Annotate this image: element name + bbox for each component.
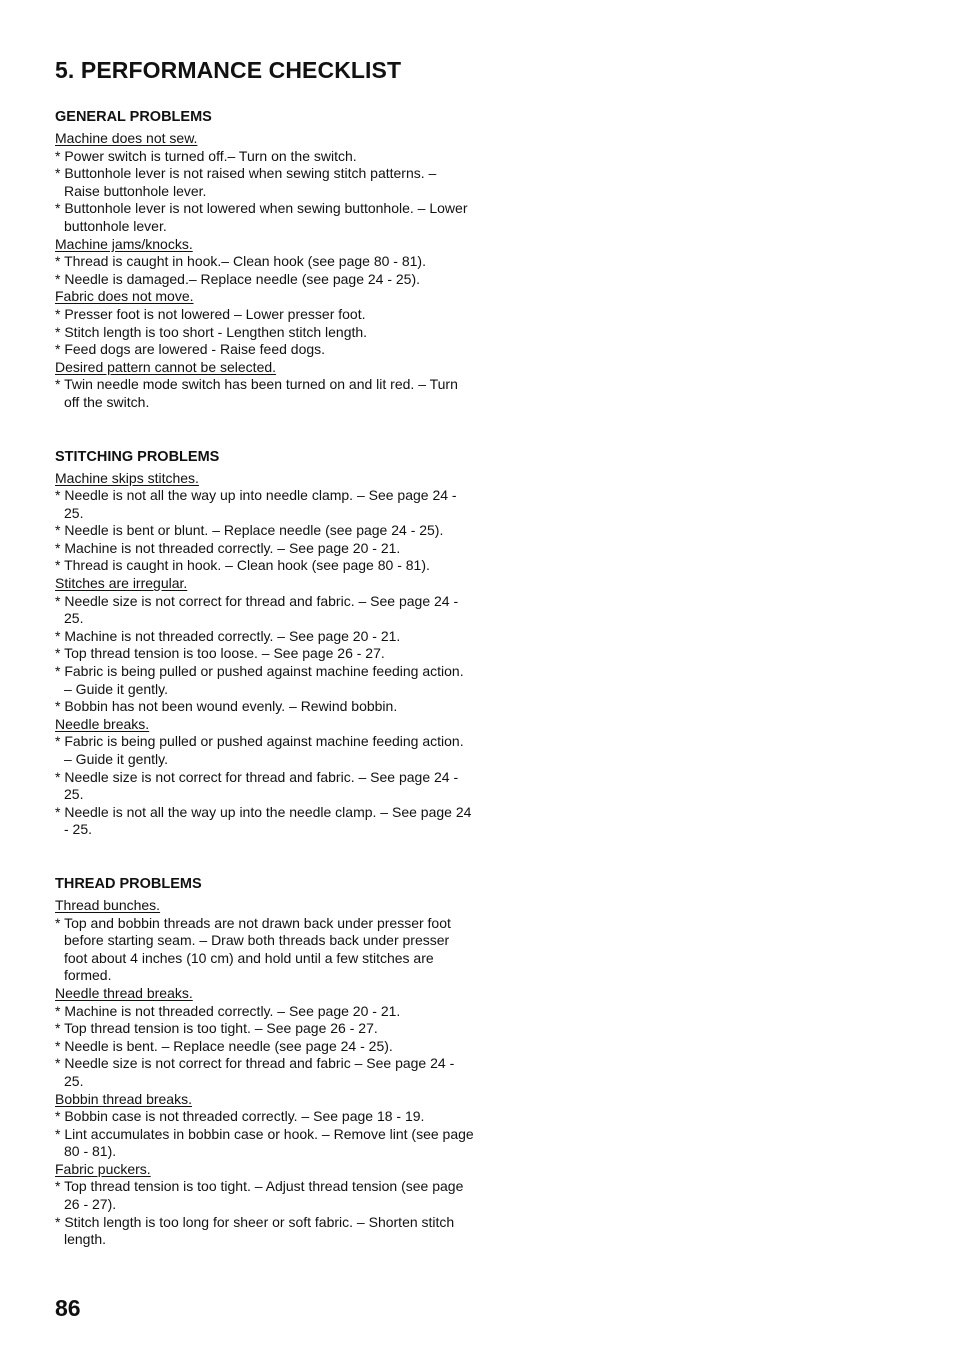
checklist-item: * Top and bobbin threads are not drawn back under presser foot before starting seam. – Draw both threads back under presser foot about 4 inches (10 cm) and hold until a few stitches are formed. xyxy=(55,914,451,984)
problem-section xyxy=(55,875,475,1249)
checklist-item: * Thread is caught in hook.– Clean hook (see page 80 - 81). xyxy=(55,253,426,270)
page-number: 86 xyxy=(55,1295,81,1321)
problem-section xyxy=(55,108,475,412)
checklist-item: * Stitch length is too long for sheer or soft fabric. – Shorten stitch length. xyxy=(55,1213,455,1248)
checklist-item: * Needle is not all the way up into the needle clamp. – See page 24 - 25. xyxy=(55,803,472,838)
checklist-item: * Feed dogs are lowered - Raise feed dogs. xyxy=(55,341,326,358)
checklist-item: * Needle is not all the way up into needle clamp. – See page 24 - 25. xyxy=(55,487,457,521)
checklist-item: * Top thread tension is too tight. – See page 26 - 27. xyxy=(55,1020,378,1037)
page-title: 5. PERFORMANCE CHECKLIST xyxy=(55,57,402,83)
section-heading: THREAD PROBLEMS xyxy=(55,875,202,892)
symptom-title: Machine jams/knocks. xyxy=(55,235,193,252)
section-heading: STITCHING PROBLEMS xyxy=(55,448,220,465)
symptom-title: Needle thread breaks. xyxy=(55,984,193,1001)
checklist-item: * Twin needle mode switch has been turned on and lit red. – Turn off the switch. xyxy=(55,376,458,410)
checklist-item: * Bobbin has not been wound evenly. – Rewind bobbin. xyxy=(55,698,398,715)
checklist-item: * Machine is not threaded correctly. – See page 20 - 21. xyxy=(55,539,401,556)
checklist-item: * Needle size is not correct for thread and fabric – See page 24 - 25. xyxy=(55,1055,455,1089)
checklist-item: * Bobbin case is not threaded correctly. – See page 18 - 19. xyxy=(55,1108,425,1125)
checklist-item: * Buttonhole lever is not raised when sewing stitch patterns. – Raise buttonhole lever. xyxy=(55,165,437,199)
checklist-item: * Needle is bent. – Replace needle (see page 24 - 25). xyxy=(55,1037,393,1054)
checklist-item: * Power switch is turned off.– Turn on the switch. xyxy=(55,147,357,164)
checklist-item: * Presser foot is not lowered – Lower presser foot. xyxy=(55,305,366,322)
checklist-item: * Top thread tension is too tight. – Adjust thread tension (see page 26 - 27). xyxy=(55,1178,464,1213)
symptom-title: Machine skips stitches. xyxy=(55,469,199,486)
checklist-item: * Machine is not threaded correctly. – See page 20 - 21. xyxy=(55,1002,401,1019)
section-spacer xyxy=(55,412,475,448)
symptom-title: Desired pattern cannot be selected. xyxy=(55,358,277,375)
checklist-item: * Buttonhole lever is not lowered when sewing buttonhole. – Lower buttonhole lever. xyxy=(55,200,468,234)
checklist-item: * Top thread tension is too loose. – See page 26 - 27. xyxy=(55,645,385,662)
symptom-title: Bobbin thread breaks. xyxy=(55,1090,192,1107)
symptom-title: Fabric does not move. xyxy=(55,288,194,305)
checklist-page xyxy=(55,56,475,1249)
checklist-item: * Stitch length is too short - Lengthen stitch length. xyxy=(55,323,368,340)
checklist-item: * Lint accumulates in bobbin case or hook. – Remove lint (see page 80 - 81). xyxy=(55,1125,474,1160)
checklist-item: * Needle size is not correct for thread and fabric. – See page 24 - 25. xyxy=(55,592,459,627)
checklist-item: * Fabric is being pulled or pushed against machine feeding action. – Guide it gently. xyxy=(55,663,464,697)
symptom-title: Fabric puckers. xyxy=(55,1160,151,1177)
checklist-item: * Thread is caught in hook. – Clean hook (see page 80 - 81). xyxy=(55,557,430,574)
section-heading: GENERAL PROBLEMS xyxy=(55,109,212,125)
section-spacer xyxy=(55,839,475,875)
sections-container xyxy=(55,108,475,1249)
checklist-item: * Needle is damaged.– Replace needle (see page 24 - 25). xyxy=(55,270,421,287)
symptom-title: Stitches are irregular. xyxy=(55,575,188,592)
symptom-title: Machine does not sew. xyxy=(55,130,198,146)
symptom-title: Thread bunches. xyxy=(55,896,161,913)
problem-section xyxy=(55,448,475,839)
checklist-item: * Fabric is being pulled or pushed against machine feeding action. – Guide it gently. xyxy=(55,733,464,767)
symptom-title: Needle breaks. xyxy=(55,715,150,732)
checklist-item: * Machine is not threaded correctly. – See page 20 - 21. xyxy=(55,627,401,644)
checklist-item: * Needle size is not correct for thread and fabric. – See page 24 - 25. xyxy=(55,768,459,803)
checklist-item: * Needle is bent or blunt. – Replace needle (see page 24 - 25). xyxy=(55,522,444,539)
